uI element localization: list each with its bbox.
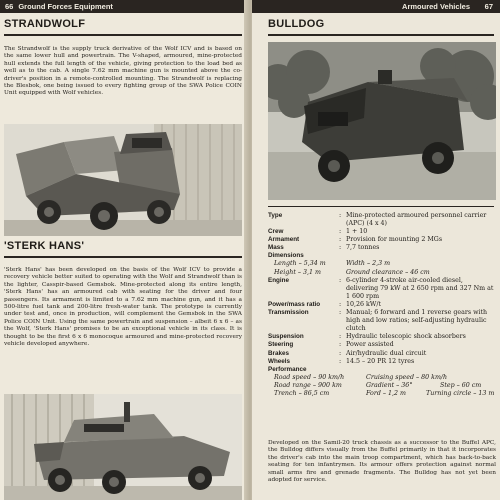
performance-item: Road speed – 90 km/h — [274, 373, 345, 381]
spec-label: Type — [268, 212, 283, 219]
page-header-right — [252, 0, 500, 13]
performance-row — [268, 382, 496, 390]
heading-rule — [268, 34, 494, 36]
heading-rule — [4, 34, 242, 36]
spec-row — [268, 252, 496, 260]
spec-value: : Air/hydraulic dual circuit — [346, 350, 496, 358]
spec-value: : 6-cylinder 4-stroke air-cooled diesel, delivering 79 kW at 2 650 rpm and 327 Nm at 1 600 rpm — [346, 277, 496, 301]
spec-value: : 7,7 tonnes — [346, 244, 496, 252]
bulldog-heading: BULLDOG — [268, 18, 325, 30]
spec-value: : Manual; 6 forward and 1 reverse gears with high and low ratios; self-adjusting hydraulic clutch — [346, 309, 496, 333]
sterk-hans-heading: 'STERK HANS' — [4, 240, 85, 252]
spec-label: Dimensions — [268, 252, 304, 260]
performance-row — [268, 390, 496, 398]
left-page — [0, 0, 248, 500]
strandwolf-heading: STRANDWOLF — [4, 18, 86, 30]
performance-item: Trench – 86,5 cm — [274, 389, 330, 397]
heading-rule — [4, 256, 242, 258]
spec-row — [268, 228, 496, 236]
spec-label: Mass — [268, 244, 284, 252]
spec-row — [268, 358, 496, 366]
spec-value: : 14.5 – 20 PR 12 tyres — [346, 358, 496, 366]
spec-value: Width – 2,3 m — [346, 260, 391, 268]
spec-value: : Power assisted — [346, 341, 496, 349]
strandwolf-photo — [4, 124, 242, 236]
performance-row — [268, 374, 496, 382]
performance-item: Ford – 1,2 m — [366, 389, 406, 397]
spec-label: Wheels — [268, 357, 291, 365]
spec-label: Engine — [268, 276, 289, 284]
spec-row — [268, 366, 496, 374]
spec-value: : 1 + 10 — [346, 228, 496, 236]
performance-item: Turning circle – 13 m — [426, 389, 495, 397]
performance-item: Cruising speed – 80 km/h — [366, 373, 448, 381]
spec-label: Steering — [268, 341, 294, 349]
spec-label: Brakes — [268, 349, 290, 357]
spec-row — [268, 260, 496, 268]
performance-item: Road range – 900 km — [274, 381, 342, 389]
spec-value: : Hydraulic telescopic shock absorbers — [346, 333, 496, 341]
bulldog-spec-table — [268, 212, 496, 398]
sterk-hans-paragraph: 'Sterk Hans' has been developed on the basis of the Wolf ICV to provide a recovery vehicle better suited to operating with the Wolf and Strandwolf than is the lighter, Casspir-based Gemsbok. Mine-protected along its entire length, 'Sterk Hans' has an armoured cab with seating for the driver and four passengers. Its armament is limited to a 7.62 mm machine gun, and it has a 500-litre fuel tank and 200-litre fresh-water tank. The prototype is currently under test and, once in production, will complement the Gemsbok in the SWA Police COIN Unit. Using the same powertrain and suspension – albeit 6 x 6 – as the Wolf, 'Sterk Hans' promises to be an exceptional vehicle in its class. It is thought to be the first 6 x 6 monocoque armoured and mine-protected recovery vehicle developed anywhere. — [4, 267, 242, 348]
sterk-hans-photo — [4, 394, 242, 500]
bulldog-photo — [268, 42, 496, 200]
spec-row — [268, 277, 496, 301]
spec-row — [268, 301, 496, 309]
section-title: Armoured Vehicles — [402, 2, 470, 11]
spec-value: : Mine-protected armoured personnel carrier (APC) (4 x 4) — [346, 212, 496, 228]
strandwolf-paragraph: The Strandwolf is the supply truck derivative of the Wolf ICV and is based on the same lower hull and powertrain. The V-shaped, armoured, mine-protected hull extends the full length of the vehicle, giving protection to the load bed as well as to the cab. A single 7.62 mm machine gun is mounted above the co-driver's position in a remote-controlled mounting. The Strandwolf is replacing the Blesbok, one being issued to every fighting group of the SWA Police COIN Unit equipped with Wolf vehicles. — [4, 46, 242, 97]
spec-label: Transmission — [268, 309, 309, 317]
spec-row — [268, 309, 496, 333]
spec-rule — [268, 206, 494, 207]
section-title: Ground Forces Equipment — [18, 2, 113, 11]
spec-row — [268, 350, 496, 358]
spec-label: Crew — [268, 228, 284, 236]
spec-value: : Provision for mounting 2 MGs — [346, 236, 496, 244]
spec-row — [268, 212, 496, 228]
spec-label: Armament — [268, 236, 300, 244]
spec-label: Power/mass ratio — [268, 300, 321, 308]
spec-label: Suspension — [268, 333, 304, 341]
spec-row — [268, 269, 496, 277]
spec-value: : 10,26 kW/t — [346, 301, 496, 309]
spec-row — [268, 236, 496, 244]
spec-label: Length – 5,34 m — [274, 260, 326, 268]
performance-item: Step – 60 cm — [440, 381, 482, 389]
page-header-left — [0, 0, 248, 13]
spec-label: Performance — [268, 365, 307, 373]
bulldog-paragraph: Developed on the Samil-20 truck chassis as a successor to the Buffel APC, the Bulldog differs visually from the Buffel primarily in that it incorporates the driver's cab into the main troop compartment, which has back-to-back seating for ten infantrymen. Its armour offers protection against normal small arms fire and grenade fragments. The Bulldog has not yet been adopted for service. — [268, 440, 496, 484]
page-number: 66 — [5, 2, 14, 11]
spec-row — [268, 333, 496, 341]
spec-value: Ground clearance – 46 cm — [346, 268, 430, 276]
performance-item: Gradient – 36° — [366, 381, 413, 389]
page-number: 67 — [484, 2, 493, 11]
spec-label: Height – 3,1 m — [274, 268, 321, 276]
spec-row — [268, 244, 496, 252]
spec-row — [268, 341, 496, 349]
